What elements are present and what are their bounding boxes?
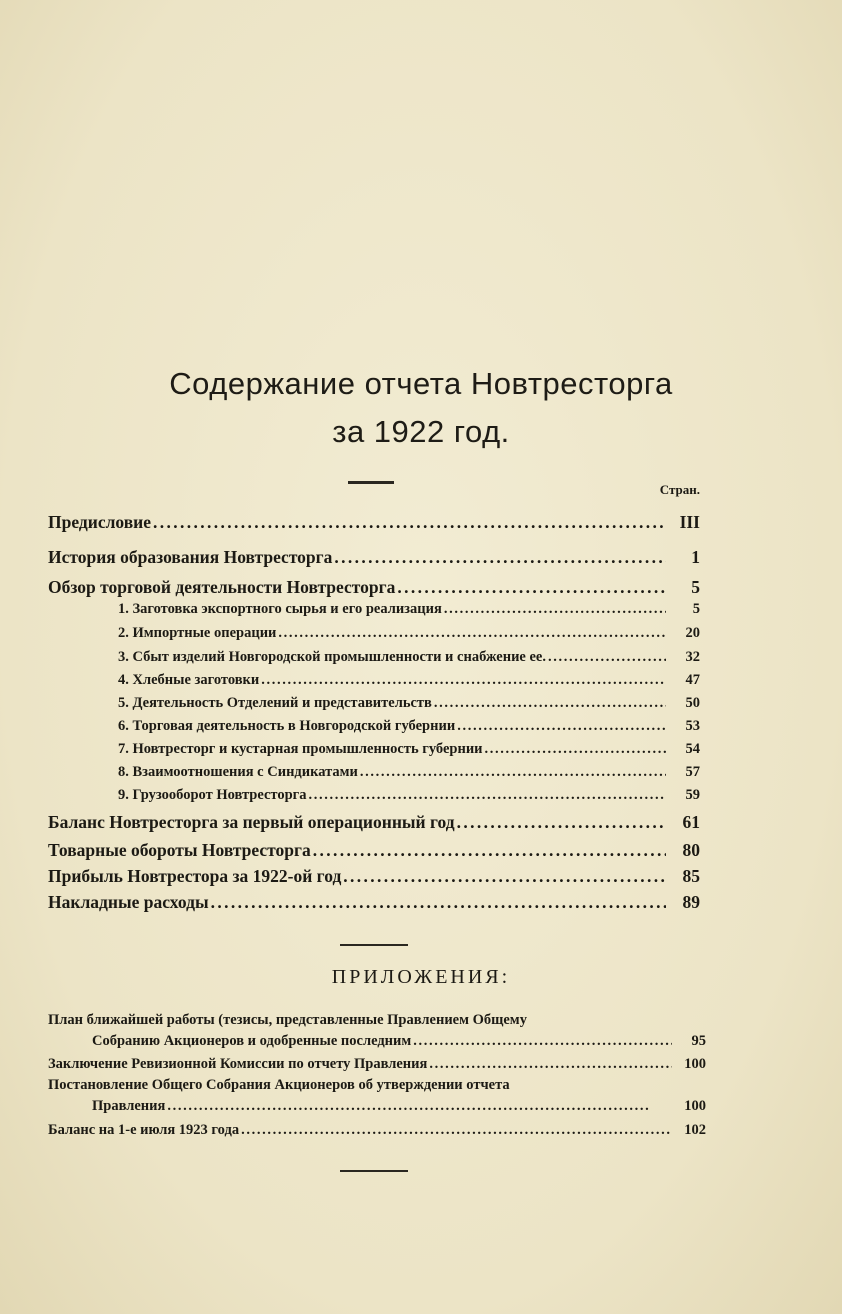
toc-subentry-page: 59 [685,787,700,803]
appendix-plan-line1: План ближайшей работы (тезисы, представленные Правлением Общему [48,1012,527,1028]
dot-leader [261,672,666,689]
appendix-resolution-page: 100 [684,1098,706,1114]
dot-leader [241,1122,672,1139]
toc-subentry-page: 47 [685,672,700,688]
title-divider [348,481,394,484]
dot-leader [153,512,666,533]
toc-subentry [118,625,700,642]
toc-subentry-page: 50 [685,695,700,711]
toc-entry [48,840,700,861]
toc-subentry [118,601,700,618]
dot-leader [434,695,666,712]
toc-subentry [118,741,700,758]
dot-leader [457,718,666,735]
toc-entry-label: История образования Новтресторга [48,547,333,567]
toc-entry [48,512,700,533]
dot-leader [457,812,666,833]
dot-leader [313,840,666,861]
page-column-label: Стран. [659,482,700,497]
appendix-entry [92,1033,706,1050]
appendix-conclusion-label: Заключение Ревизионной Комиссии по отчету Правления [48,1056,428,1072]
toc-subentry [118,672,700,689]
toc-subentry-label: 4. Хлебные заготовки [118,672,260,688]
toc-subentry [118,787,700,804]
toc-entry-page: 80 [682,840,700,860]
toc-entry [48,892,700,913]
appendix-balance-label: Баланс на 1-е июля 1923 года [48,1122,240,1138]
toc-subentry [118,764,700,781]
toc-subentry-page: 5 [692,601,700,617]
appendix-entry [48,1122,706,1139]
dot-leader [211,892,666,913]
toc-entry-label: Предисловие [48,512,152,532]
toc-subentry-page: 57 [685,764,700,780]
toc-entry [48,866,700,887]
dot-leader [167,1098,672,1115]
dot-leader [444,601,666,618]
toc-subentry-label: 1. Заготовка экспортного сырья и его реализация [118,601,442,617]
toc-entry-page: 85 [682,866,700,886]
dot-leader [343,866,666,887]
dot-leader [413,1033,672,1050]
appendix-plan-line2: Собранию Акционеров и одобренные последним [92,1033,412,1049]
toc-subentry-label: 3. Сбыт изделий Новгородской промышленности и снабжение ее. [118,649,546,665]
dot-leader [548,649,666,666]
toc-entry-label: Обзор торговой деятельности Новтресторга [48,577,396,597]
dot-leader [309,787,667,804]
appendix-plan-page: 95 [691,1033,706,1049]
appendix-entry [92,1098,706,1115]
toc-entry-label: Баланс Новтресторга за первый операционный год [48,812,455,832]
toc-entry-label: Накладные расходы [48,892,209,912]
toc-subentry-label: 2. Импортные операции [118,625,277,641]
toc-subentry [118,718,700,735]
toc-subentry-page: 54 [685,741,700,757]
appendix-heading: ПРИЛОЖЕНИЯ: [331,966,511,988]
dot-leader [429,1056,672,1073]
toc-subentry-label: 7. Новтресторг и кустарная промышленность губернии [118,741,483,757]
toc-subentry-label: 6. Торговая деятельность в Новгородской губернии [118,718,456,734]
appendix-entry [48,1056,706,1073]
appendix-resolution-line2: Правления [92,1098,166,1114]
appendix-balance-page: 102 [684,1122,706,1138]
appendix-conclusion-page: 100 [684,1056,706,1072]
toc-subentry-page: 53 [685,718,700,734]
appendix-resolution-line1: Постановление Общего Собрания Акционеров об утверждении отчета [48,1077,510,1093]
toc-entry [48,812,700,833]
toc-entry [48,547,700,568]
dot-leader [397,577,666,598]
dot-leader [278,625,666,642]
toc-entry-label: Товарные обороты Новтресторга [48,840,311,860]
dot-leader [334,547,666,568]
toc-subentry-page: 32 [685,649,700,665]
toc-subentry-page: 20 [685,625,700,641]
section-divider [340,944,408,946]
toc-entry-page: 89 [682,892,700,912]
toc-entry [48,577,700,598]
toc-subentry [118,649,700,666]
document-subtitle: за 1922 год. [332,414,510,449]
toc-entry-page: 61 [682,812,700,832]
toc-subentry-label: 9. Грузооборот Новтресторга [118,787,307,803]
toc-subentry [118,695,700,712]
toc-entry-page: III [679,512,700,532]
bottom-divider [340,1170,408,1172]
toc-subentry-label: 5. Деятельность Отделений и представительств [118,695,432,711]
dot-leader [360,764,666,781]
toc-subentry-label: 8. Взаимоотношения с Синдикатами [118,764,358,780]
toc-entry-page: 5 [691,577,700,597]
dot-leader [485,741,666,758]
document-title: Содержание отчета Новтресторга [169,366,673,401]
toc-entry-page: 1 [691,547,700,567]
toc-entry-label: Прибыль Новтрестора за 1922-ой год [48,866,342,886]
